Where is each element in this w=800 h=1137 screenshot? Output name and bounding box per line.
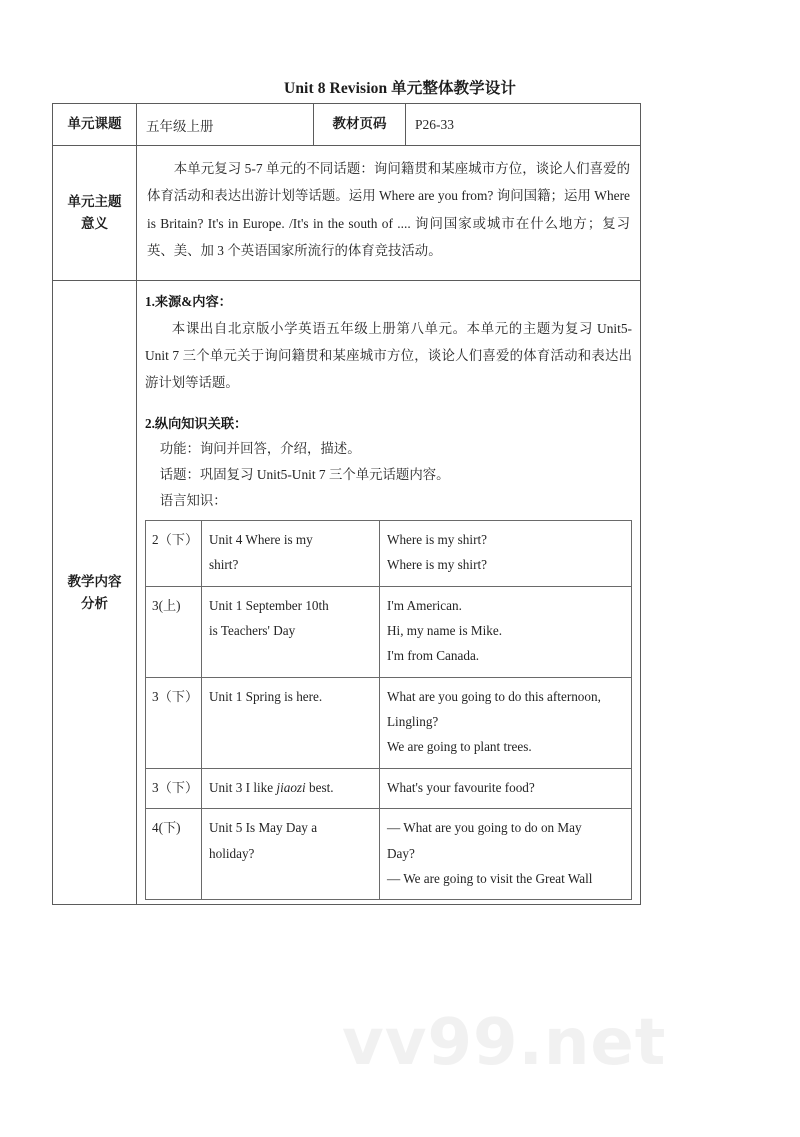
analysis-line-topic: 话题：巩固复习 Unit5-Unit 7 三个单元话题内容。 bbox=[159, 466, 450, 482]
cell-grade: 3（下） bbox=[146, 677, 202, 768]
unit-line: is Teachers' Day bbox=[209, 623, 296, 639]
sentence-line: — We are going to visit the Great Wall bbox=[387, 870, 593, 886]
spacer bbox=[145, 397, 632, 411]
unit-italic-term: jiaozi bbox=[276, 779, 306, 795]
analysis-line-language: 语言知识： bbox=[159, 492, 227, 508]
cell-analysis-label bbox=[53, 281, 137, 905]
cell-unit bbox=[202, 586, 380, 677]
cell-sentences bbox=[380, 521, 632, 587]
page-title: Unit 8 Revision 单元整体教学设计 bbox=[284, 80, 516, 97]
analysis-heading-vertical-link: 2.纵向知识关联： bbox=[145, 415, 248, 431]
sentence-line: We are going to plant trees. bbox=[387, 739, 532, 755]
table-row-unit-topic bbox=[53, 104, 641, 146]
theme-label-line1: 单元主题 bbox=[67, 193, 122, 209]
cell-sentences bbox=[380, 677, 632, 768]
sentence-line: I'm from Canada. bbox=[387, 648, 480, 664]
cell-page-label: 教材页码 bbox=[314, 104, 406, 146]
unit-line: Unit 3 I like jiaozi best. bbox=[209, 779, 334, 795]
cell-unit bbox=[202, 521, 380, 587]
analysis-label-line2: 分析 bbox=[81, 595, 108, 611]
unit-line: shirt? bbox=[209, 557, 239, 573]
cell-theme-label bbox=[53, 146, 137, 281]
sentence-line: — What are you going to do on May bbox=[387, 820, 582, 836]
watermark: vv99.net bbox=[342, 1006, 667, 1080]
theme-label-line2: 意义 bbox=[81, 216, 108, 232]
cell-unit bbox=[202, 809, 380, 900]
table-row bbox=[146, 677, 632, 768]
table-row bbox=[146, 586, 632, 677]
sentence-line: Day? bbox=[387, 845, 415, 861]
sentence-line: Where is my shirt? bbox=[387, 532, 487, 548]
unit-line: Unit 1 September 10th bbox=[209, 597, 329, 613]
unit-line: holiday? bbox=[209, 845, 255, 861]
cell-sentences bbox=[380, 586, 632, 677]
cell-analysis-content bbox=[137, 281, 641, 905]
analysis-heading-source: 1.来源&内容： bbox=[145, 294, 232, 310]
table-row bbox=[146, 768, 632, 808]
cell-grade: 3（下） bbox=[146, 768, 202, 808]
sentence-line: Lingling? bbox=[387, 714, 439, 730]
theme-paragraph: 本单元复习 5-7 单元的不同话题：询问籍贯和某座城市方位，谈论人们喜爱的体育活动和表达出游计划等话题。运用 Where are you from? 询问国籍；运用 Where is Britain? It's in Europe. /It's in the south of .... 询问国家或城市在什么地方；复习英、美、加 3 个英语国家所流行的体育竞技活动。 bbox=[147, 161, 630, 259]
cell-unit-topic-value: 五年级上册 bbox=[137, 104, 314, 146]
cell-unit bbox=[202, 677, 380, 768]
cell-unit bbox=[202, 768, 380, 808]
cell-unit-topic-label: 单元课题 bbox=[53, 104, 137, 146]
analysis-paragraph-source: 本课出自北京版小学英语五年级上册第八单元。本单元的主题为复习 Unit5-Unit 7 三个单元关于询问籍贯和某座城市方位，谈论人们喜爱的体育活动和表达出游计划等话题。 bbox=[145, 320, 632, 391]
sentence-line: What's your favourite food? bbox=[387, 779, 535, 795]
analysis-line-function: 功能：询问并回答，介绍，描述。 bbox=[159, 440, 361, 456]
sentence-line: What are you going to do this afternoon, bbox=[387, 688, 601, 704]
cell-grade: 4(下) bbox=[146, 809, 202, 900]
unit-line: Unit 1 Spring is here. bbox=[209, 688, 323, 704]
cell-sentences bbox=[380, 768, 632, 808]
unit-line: Unit 4 Where is my bbox=[209, 532, 313, 548]
table-row-analysis bbox=[53, 281, 641, 905]
unit-line: Unit 5 Is May Day a bbox=[209, 820, 318, 836]
sentence-line: Where is my shirt? bbox=[387, 557, 487, 573]
language-knowledge-rows bbox=[146, 521, 632, 900]
cell-grade: 3(上) bbox=[146, 586, 202, 677]
sentence-line: Hi, my name is Mike. bbox=[387, 623, 503, 639]
language-knowledge-table bbox=[145, 520, 632, 900]
lesson-plan-table bbox=[52, 103, 641, 905]
cell-grade: 2（下） bbox=[146, 521, 202, 587]
cell-sentences bbox=[380, 809, 632, 900]
cell-page-value: P26-33 bbox=[406, 104, 641, 146]
table-row-theme bbox=[53, 146, 641, 281]
table-row bbox=[146, 809, 632, 900]
sentence-line: I'm American. bbox=[387, 597, 462, 613]
cell-theme-content bbox=[137, 146, 641, 281]
table-row bbox=[146, 521, 632, 587]
analysis-label-line1: 教学内容 bbox=[67, 573, 122, 589]
